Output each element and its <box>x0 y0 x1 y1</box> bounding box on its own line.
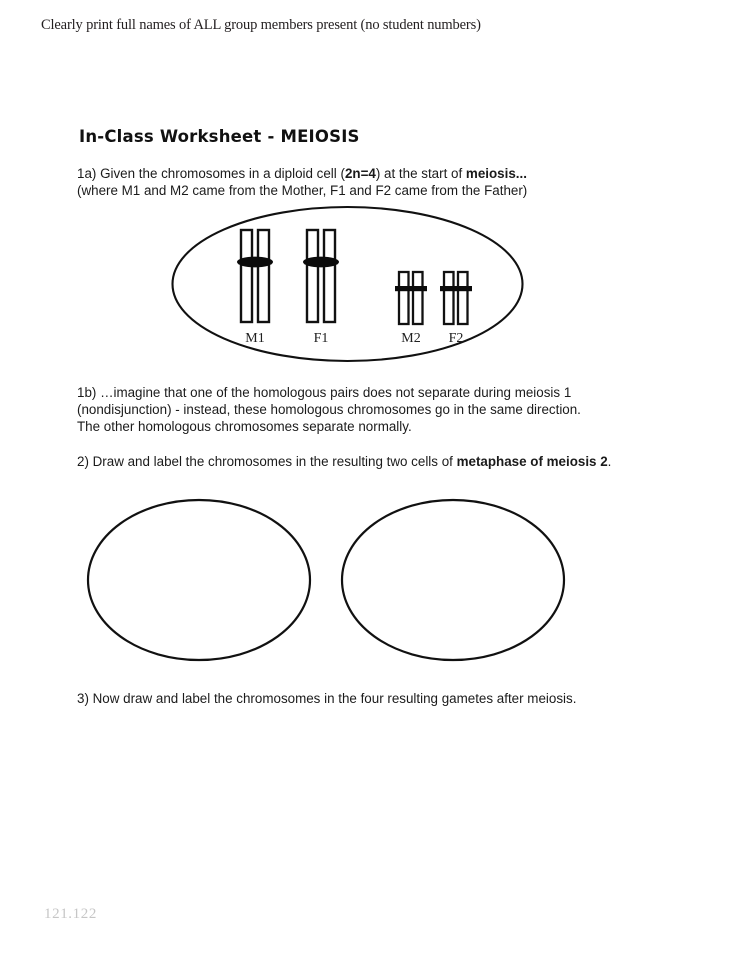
chromosome-f1 <box>303 230 339 346</box>
q1a-bold-2n4: 2n=4 <box>344 166 376 181</box>
top-instruction-line: Clearly print full names of ALL group members present (no student numbers) <box>41 17 481 33</box>
f2-chromatid-right <box>458 272 468 324</box>
m1-chromatid-left <box>241 230 252 322</box>
f1-centromere <box>303 257 339 268</box>
q2-bold-phrase: metaphase of meiosis 2 <box>456 454 608 469</box>
m2-chromatid-left <box>399 272 409 324</box>
answer-cells-area <box>70 492 590 672</box>
q2-suffix: . <box>607 454 612 469</box>
chromosome-label-f1: F1 <box>313 331 329 346</box>
q1b-line2: (nondisjunction) - instead, these homologous chromosomes go in the same direction. <box>77 402 581 417</box>
f1-chromatid-left <box>307 230 318 322</box>
cell-membrane-ellipse <box>173 207 523 361</box>
question-3-text <box>77 690 677 707</box>
answer-cell-1-ellipse[interactable] <box>88 500 310 660</box>
f2-centromere <box>440 286 472 291</box>
chromosome-label-m2: M2 <box>401 331 421 346</box>
m1-chromatid-right <box>258 230 269 322</box>
chromosome-label-f2: F2 <box>448 331 464 346</box>
m1-centromere <box>237 257 273 268</box>
q1a-line2: (where M1 and M2 came from the Mother, F1 and F2 came from the Father) <box>77 183 528 198</box>
parent-cell-diagram <box>170 200 535 368</box>
page-title: In-Class Worksheet - MEIOSIS <box>79 127 360 146</box>
q2-prefix: 2) Draw and label the chromosomes in the resulting two cells of <box>77 454 457 469</box>
chromosome-m1 <box>237 230 273 346</box>
answer-cell-2-ellipse[interactable] <box>342 500 564 660</box>
question-1a-text <box>77 165 637 199</box>
q3-line1: 3) Now draw and label the chromosomes in the four resulting gametes after meiosis. <box>77 691 577 706</box>
q1a-bold-meiosis: meiosis... <box>465 166 527 181</box>
q1b-line1: 1b) …imagine that one of the homologous pairs does not separate during meiosis 1 <box>77 385 572 400</box>
parent-cell-svg <box>170 200 535 368</box>
m2-centromere <box>395 286 427 291</box>
q1b-line3: The other homologous chromosomes separate normally. <box>77 419 412 434</box>
answer-cells-svg <box>70 492 590 672</box>
q1a-line1-part2: ) at the start of <box>375 166 466 181</box>
f2-chromatid-left <box>444 272 454 324</box>
question-2-text <box>77 453 622 470</box>
footer-page-code: 121.122 <box>44 906 97 922</box>
question-1b-text <box>77 384 657 435</box>
chromosome-m2 <box>395 272 427 346</box>
chromosome-label-m1: M1 <box>245 331 265 346</box>
chromosome-f2 <box>440 272 472 346</box>
q1a-line1-part1: 1a) Given the chromosomes in a diploid cell ( <box>77 166 345 181</box>
f1-chromatid-right <box>324 230 335 322</box>
m2-chromatid-right <box>413 272 423 324</box>
